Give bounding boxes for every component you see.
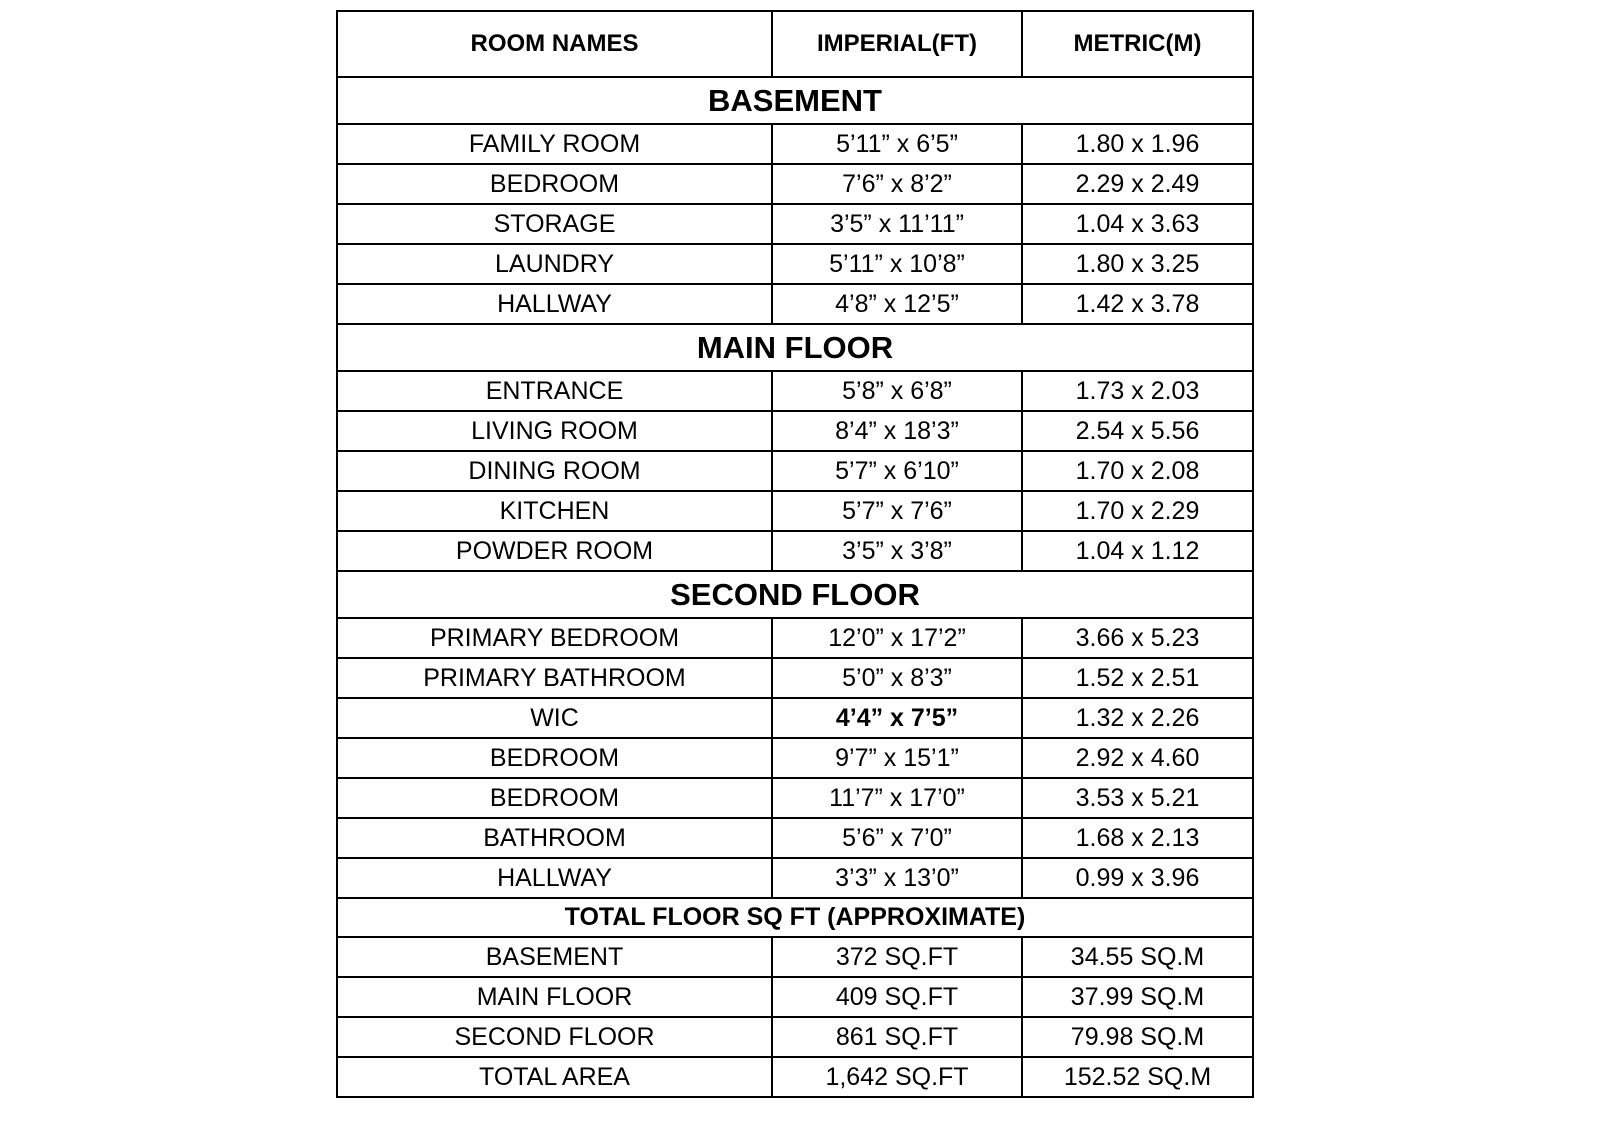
metric-size: 1.73 x 2.03: [1022, 371, 1253, 411]
metric-size: 1.80 x 3.25: [1022, 244, 1253, 284]
metric-size: 2.92 x 4.60: [1022, 738, 1253, 778]
section-totals: [337, 898, 1253, 937]
table-row: [337, 818, 1253, 858]
room-name: WIC: [337, 698, 772, 738]
metric-size: 1.32 x 2.26: [1022, 698, 1253, 738]
table-row: [337, 858, 1253, 898]
section-basement: [337, 77, 1253, 124]
imperial-size: 5’7” x 6’10”: [772, 451, 1022, 491]
table-header-row: [337, 11, 1253, 77]
imperial-size: 8’4” x 18’3”: [772, 411, 1022, 451]
floor-name: TOTAL AREA: [337, 1057, 772, 1097]
table-row: [337, 531, 1253, 571]
imperial-size: 11’7” x 17’0”: [772, 778, 1022, 818]
imperial-size: 7’6” x 8’2”: [772, 164, 1022, 204]
room-name: HALLWAY: [337, 284, 772, 324]
table-row: [337, 371, 1253, 411]
header-imperial: IMPERIAL(FT): [772, 11, 1022, 77]
table-row: [337, 778, 1253, 818]
imperial-area: 409 SQ.FT: [772, 977, 1022, 1017]
room-name: PRIMARY BATHROOM: [337, 658, 772, 698]
metric-size: 0.99 x 3.96: [1022, 858, 1253, 898]
table-row: [337, 244, 1253, 284]
metric-size: 3.53 x 5.21: [1022, 778, 1253, 818]
metric-size: 3.66 x 5.23: [1022, 618, 1253, 658]
table-row: [337, 491, 1253, 531]
section-title: BASEMENT: [337, 77, 1253, 124]
metric-area: 34.55 SQ.M: [1022, 937, 1253, 977]
room-name: PRIMARY BEDROOM: [337, 618, 772, 658]
room-name: BEDROOM: [337, 164, 772, 204]
imperial-area: 372 SQ.FT: [772, 937, 1022, 977]
metric-size: 1.68 x 2.13: [1022, 818, 1253, 858]
room-name: BEDROOM: [337, 778, 772, 818]
section-title: TOTAL FLOOR SQ FT (APPROXIMATE): [337, 898, 1253, 937]
metric-size: 1.52 x 2.51: [1022, 658, 1253, 698]
section-title: SECOND FLOOR: [337, 571, 1253, 618]
room-name: FAMILY ROOM: [337, 124, 772, 164]
header-metric: METRIC(M): [1022, 11, 1253, 77]
section-main-floor: [337, 324, 1253, 371]
metric-area: 152.52 SQ.M: [1022, 1057, 1253, 1097]
imperial-size: 4’8” x 12’5”: [772, 284, 1022, 324]
table-row: [337, 1017, 1253, 1057]
table-row: [337, 164, 1253, 204]
imperial-size: 5’11” x 10’8”: [772, 244, 1022, 284]
floor-name: BASEMENT: [337, 937, 772, 977]
imperial-size: 12’0” x 17’2”: [772, 618, 1022, 658]
room-name: LIVING ROOM: [337, 411, 772, 451]
imperial-size: 5’8” x 6’8”: [772, 371, 1022, 411]
imperial-size: 9’7” x 15’1”: [772, 738, 1022, 778]
imperial-size: 5’0” x 8’3”: [772, 658, 1022, 698]
table-row: [337, 698, 1253, 738]
metric-size: 1.04 x 1.12: [1022, 531, 1253, 571]
metric-size: 1.80 x 1.96: [1022, 124, 1253, 164]
table-row: [337, 618, 1253, 658]
table-row: [337, 124, 1253, 164]
header-room-names: ROOM NAMES: [337, 11, 772, 77]
table-row: [337, 204, 1253, 244]
imperial-area: 1,642 SQ.FT: [772, 1057, 1022, 1097]
room-name: KITCHEN: [337, 491, 772, 531]
section-second-floor: [337, 571, 1253, 618]
table-row: [337, 451, 1253, 491]
metric-size: 2.54 x 5.56: [1022, 411, 1253, 451]
room-name: ENTRANCE: [337, 371, 772, 411]
room-name: HALLWAY: [337, 858, 772, 898]
metric-size: 1.70 x 2.29: [1022, 491, 1253, 531]
room-name: DINING ROOM: [337, 451, 772, 491]
metric-size: 1.04 x 3.63: [1022, 204, 1253, 244]
imperial-area: 861 SQ.FT: [772, 1017, 1022, 1057]
table-row: [337, 284, 1253, 324]
table-row: [337, 658, 1253, 698]
imperial-size: 4’4” x 7’5”: [772, 698, 1022, 738]
floor-name: SECOND FLOOR: [337, 1017, 772, 1057]
table-row: [337, 738, 1253, 778]
metric-size: 2.29 x 2.49: [1022, 164, 1253, 204]
table-row: [337, 1057, 1253, 1097]
metric-area: 37.99 SQ.M: [1022, 977, 1253, 1017]
imperial-size: 3’3” x 13’0”: [772, 858, 1022, 898]
table-row: [337, 977, 1253, 1017]
metric-size: 1.70 x 2.08: [1022, 451, 1253, 491]
table-row: [337, 411, 1253, 451]
section-title: MAIN FLOOR: [337, 324, 1253, 371]
room-dimensions-table: [336, 10, 1254, 1098]
table-row: [337, 937, 1253, 977]
room-name: BEDROOM: [337, 738, 772, 778]
room-name: BATHROOM: [337, 818, 772, 858]
room-name: LAUNDRY: [337, 244, 772, 284]
imperial-size: 5’6” x 7’0”: [772, 818, 1022, 858]
room-name: STORAGE: [337, 204, 772, 244]
imperial-size: 5’7” x 7’6”: [772, 491, 1022, 531]
imperial-size: 3’5” x 3’8”: [772, 531, 1022, 571]
imperial-size: 5’11” x 6’5”: [772, 124, 1022, 164]
imperial-size: 3’5” x 11’11”: [772, 204, 1022, 244]
metric-size: 1.42 x 3.78: [1022, 284, 1253, 324]
floor-name: MAIN FLOOR: [337, 977, 772, 1017]
room-name: POWDER ROOM: [337, 531, 772, 571]
metric-area: 79.98 SQ.M: [1022, 1017, 1253, 1057]
